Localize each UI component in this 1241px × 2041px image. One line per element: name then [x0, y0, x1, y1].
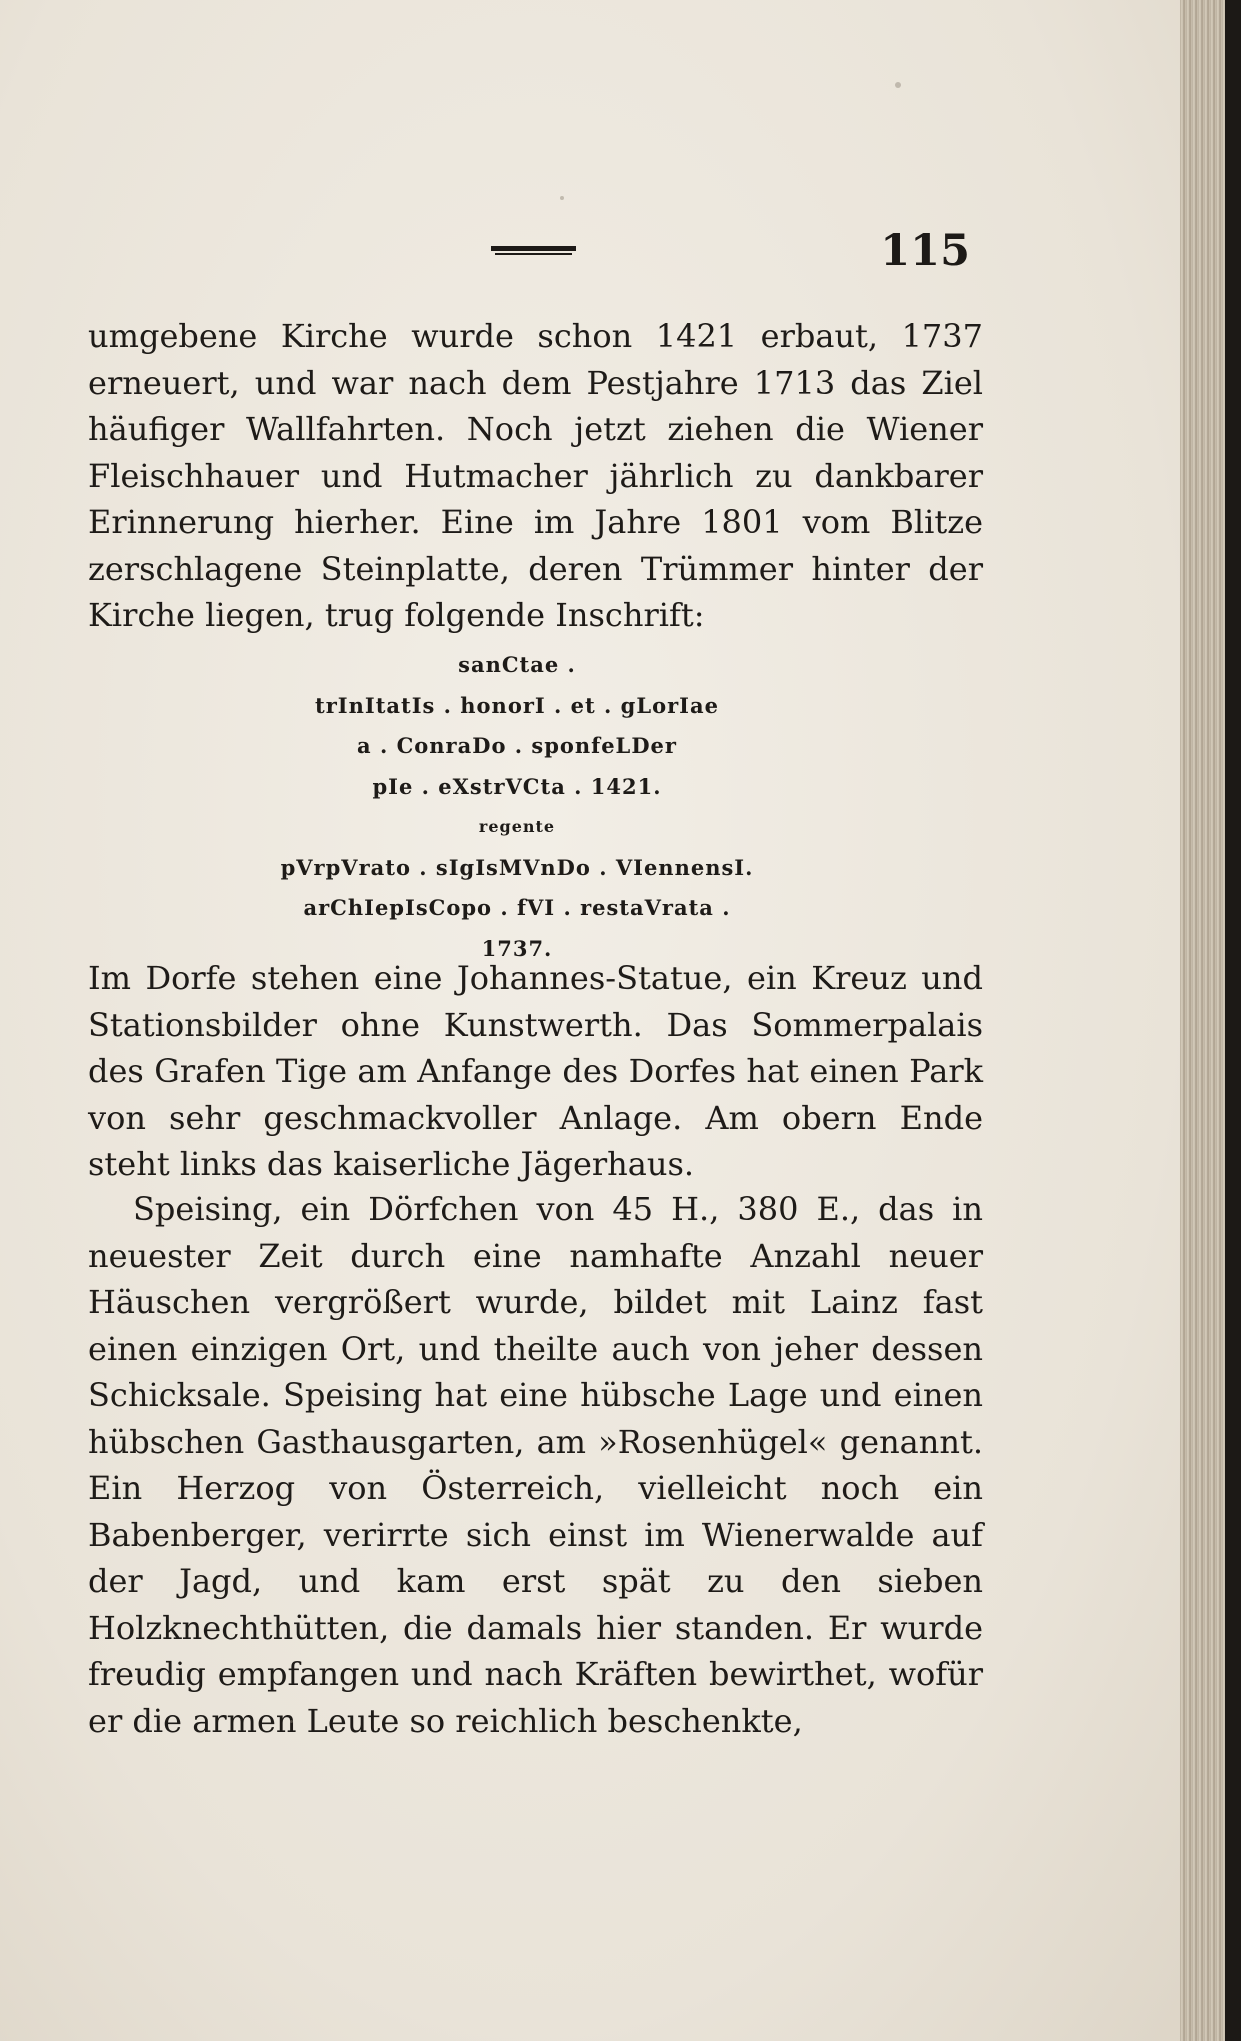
paper-speck	[290, 1720, 293, 1723]
header-rule	[491, 246, 576, 256]
page-number: 115	[880, 226, 970, 276]
book-edge-shadow	[1225, 0, 1241, 2041]
paper-speck	[560, 196, 564, 200]
header-rule-thin	[495, 253, 572, 255]
inscription-line-7: arChIepIsCopo . fVI . restaVrata .	[303, 895, 731, 920]
inscription-line-4: pIe . eXstrVCta . 1421.	[372, 773, 662, 799]
inscription-line-2: trInItatIs . honorI . et . gLorIae	[315, 692, 719, 718]
header-rule-thick	[491, 246, 576, 251]
inscription-line-3: a . ConraDo . sponfeLDer	[357, 733, 677, 758]
paragraph-speising: Speising, ein Dörfchen von 45 H., 380 E., das in neuester Zeit durch eine namhafte Anzahl neuer Häuschen vergrößert wurde, bildet mit Lainz fast einen einzigen Ort, und theilte auch von jeher dessen Schicksale. Speising hat eine hübsche Lage und einen hübschen Gasthausgarten, am »Rosenhügel« genannt. Ein Herzog von Österreich, vielleicht noch ein Babenberger, verirrte sich einst im Wienerwalde auf der Jagd, und kam erst spät zu den sieben Holzknechthütten, die damals hier standen. Er wurde freudig empfangen und nach Kräften bewirthet, wofür er die armen Leute so reichlich beschenkte,	[88, 1190, 983, 1740]
inscription-line-5: regente	[478, 817, 556, 836]
inscription-line-8: 1737.	[481, 935, 553, 961]
inscription-line-1: sanCtae .	[458, 652, 576, 677]
paragraph-village: Im Dorfe stehen eine Johannes-Statue, ein Kreuz und Stationsbilder ohne Kunstwerth. Das Sommerpalais des Grafen Tige am Anfange des Dorfes hat einen Park von sehr geschmackvoller Anlage. Am obern Ende steht links das kaiserliche Jägerhaus.	[88, 959, 983, 1183]
paper-speck	[895, 82, 901, 88]
paragraph-intro: umgebene Kirche wurde schon 1421 erbaut, 1737 erneuert, und war nach dem Pestjahre 1713 das Ziel häufiger Wallfahrten. Noch jetzt ziehen die Wiener Fleischhauer und Hutmacher jährlich zu dankbarer Erinnerung hierher. Eine im Jahre 1801 vom Blitze zerschlagene Steinplatte, deren Trümmer hinter der Kirche liegen, trug folgende Inschrift:	[88, 317, 983, 634]
inscription-line-6: pVrpVrato . sIgIsMVnDo . VIennensI.	[280, 854, 754, 880]
inscription	[200, 645, 834, 969]
